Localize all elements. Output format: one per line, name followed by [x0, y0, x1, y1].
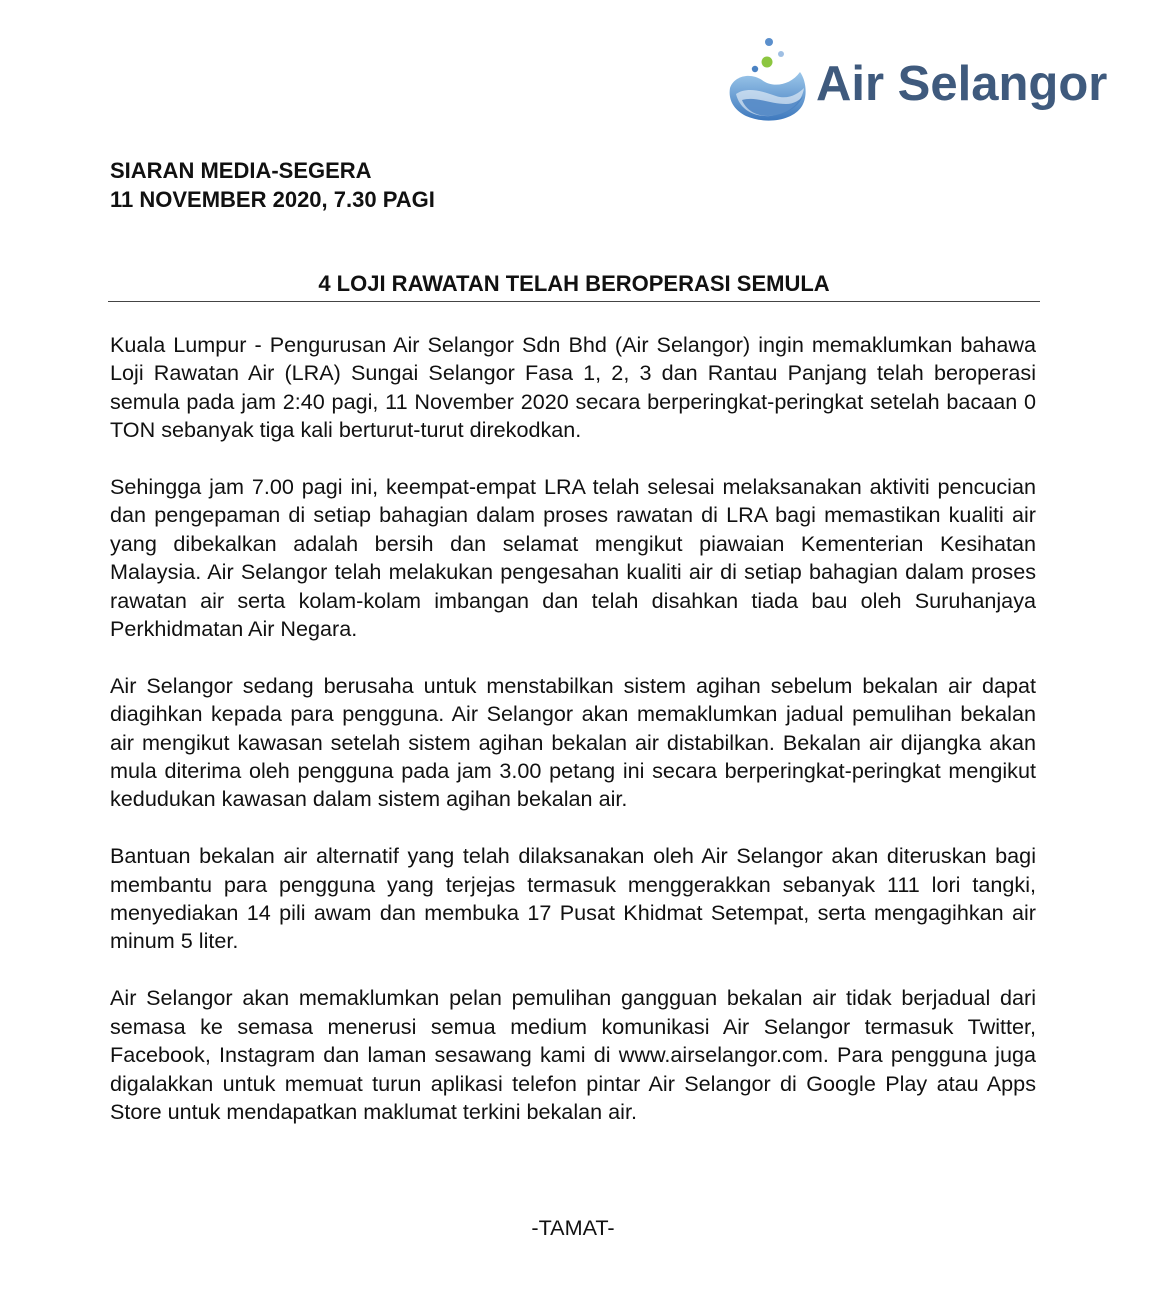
paragraph-1: Kuala Lumpur - Pengurusan Air Selangor Sdn Bhd (Air Selangor) ingin memaklumkan bahawa Loji Rawatan Air (LRA) Sungai Selangor Fasa 1, 2, 3 dan Rantau Panjang telah beroperasi semula pada jam 2:40 pagi, 11 November 2020 secara berperingkat-peringkat setelah bacaan 0 TON sebanyak tiga kali berturut-turut direkodkan. — [110, 332, 1036, 443]
paragraph-4: Bantuan bekalan air alternatif yang telah dilaksanakan oleh Air Selangor akan diteruskan bagi membantu para pengguna yang terjejas termasuk menggerakkan sebanyak 111 lori tangki, menyediakan 14 pili awam dan membuka 17 Pusat Khidmat Setempat, serta mengagihkan air minum 5 liter. — [110, 843, 1036, 954]
release-date: 11 NOVEMBER 2020, 7.30 PAGI — [110, 187, 435, 212]
document-title: 4 LOJI RAWATAN TELAH BEROPERASI SEMULA — [108, 271, 1040, 302]
document-body — [110, 331, 1036, 1155]
release-label: SIARAN MEDIA-SEGERA — [110, 158, 372, 183]
air-selangor-logo — [728, 36, 1128, 126]
paragraph-2: Sehingga jam 7.00 pagi ini, keempat-empat LRA telah selesai melaksanakan aktiviti pencucian dan pengepaman di setiap bahagian dalam proses rawatan di LRA bagi memastikan kualiti air yang dibekalkan adalah bersih dan selamat mengikut piawaian Kementerian Kesihatan Malaysia. Air Selangor telah melakukan pengesahan kualiti air di setiap bahagian dalam proses rawatan air serta kolam-kolam imbangan dan telah disahkan tiada bau oleh Suruhanjaya Perkhidmatan Air Negara. — [110, 474, 1036, 642]
water-drop-logo-icon — [728, 36, 812, 124]
logo-wordmark: Air Selangor — [816, 57, 1108, 111]
paragraph-5: Air Selangor akan memaklumkan pelan pemulihan gangguan bekalan air tidak berjadual dari semasa ke semasa menerusi semua medium komunikasi Air Selangor termasuk Twitter, Facebook, Instagram dan laman sesawang kami di www.airselangor.com. Para pengguna juga digalakkan untuk memuat turun aplikasi telefon pintar Air Selangor di Google Play atau Apps Store untuk mendapatkan maklumat terkini bekalan air. — [110, 985, 1036, 1124]
release-header — [110, 156, 435, 214]
paragraph-3: Air Selangor sedang berusaha untuk menstabilkan sistem agihan sebelum bekalan air dapat diagihkan kepada para pengguna. Air Selangor akan memaklumkan jadual pemulihan bekalan air mengikut kawasan setelah sistem agihan bekalan air distabilkan. Bekalan air dijangka akan mula diterima oleh pengguna pada jam 3.00 petang ini secara berperingkat-peringkat mengikut kedudukan kawasan dalam sistem agihan bekalan air. — [110, 672, 1036, 812]
end-marker: -TAMAT- — [531, 1215, 615, 1240]
